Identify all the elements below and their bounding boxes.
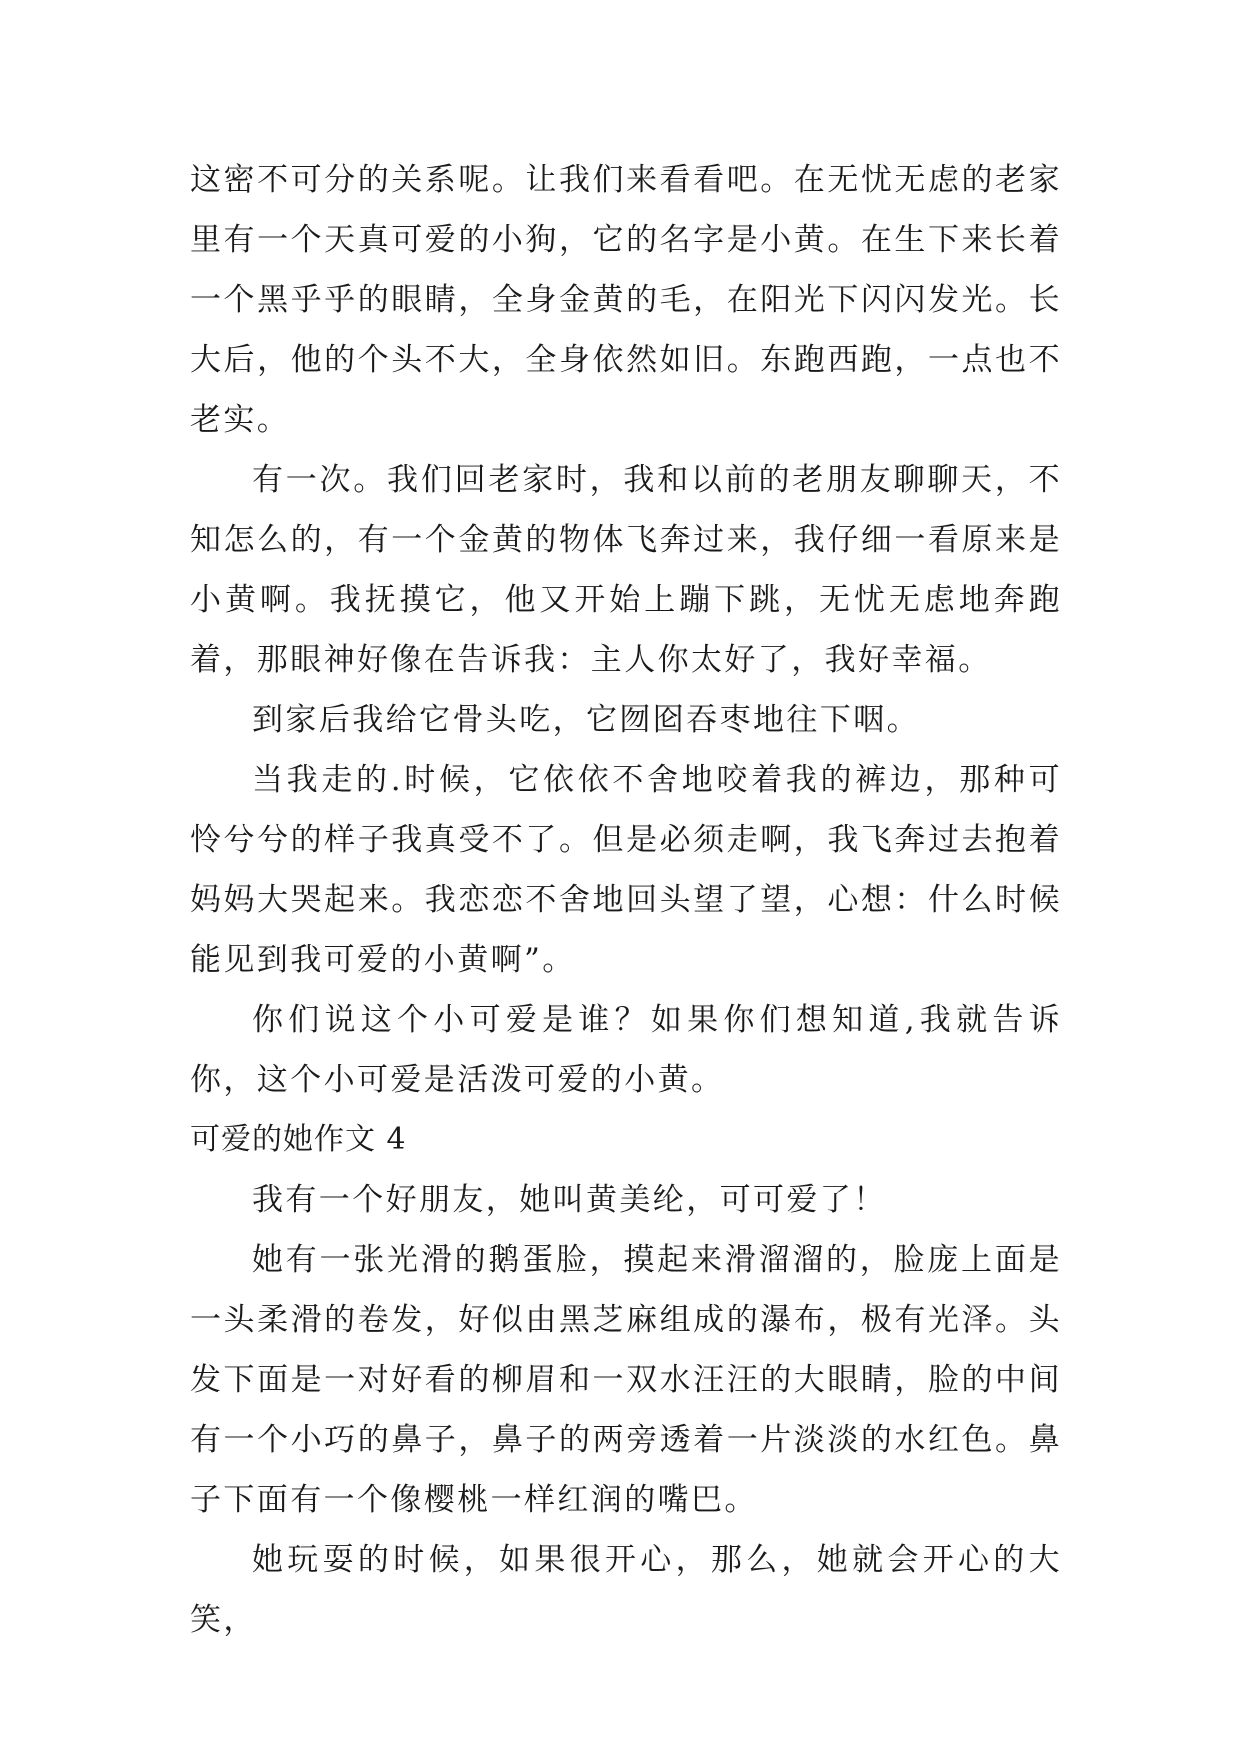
- paragraph: 你们说这个小可爱是谁？如果你们想知道,我就告诉你，这个小可爱是活泼可爱的小黄。: [190, 1002, 1062, 1098]
- section-heading: 可爱的她作文 4: [190, 1122, 407, 1157]
- paragraph: 当我走的.时候，它依依不舍地咬着我的裤边，那种可怜兮兮的样子我真受不了。但是必须走啊，我飞奔过去抱着妈妈大哭起来。我恋恋不舍地回头望了望，心想：什么时候能见到我可爱的小黄啊”。: [190, 762, 1062, 978]
- paragraph: 我有一个好朋友，她叫黄美纶，可可爱了！: [252, 1182, 887, 1218]
- paragraph: 有一次。我们回老家时，我和以前的老朋友聊聊天，不知怎么的，有一个金黄的物体飞奔过来，我仔细一看原来是小黄啊。我抚摸它，他又开始上蹦下跳，无忧无虑地奔跑着，那眼神好像在告诉我：主人你太好了，我好幸福。: [190, 462, 1062, 678]
- document-body: [190, 150, 1062, 1650]
- paragraph: 她玩耍的时候，如果很开心，那么，她就会开心的大笑，: [190, 1542, 1062, 1638]
- paragraph-continued: 这密不可分的关系呢。让我们来看看吧。在无忧无虑的老家里有一个天真可爱的小狗，它的名字是小黄。在生下来长着一个黑乎乎的眼睛，全身金黄的毛，在阳光下闪闪发光。长大后，他的个头不大，全身依然如旧。东跑西跑，一点也不老实。: [190, 162, 1062, 438]
- paragraph: 她有一张光滑的鹅蛋脸，摸起来滑溜溜的，脸庞上面是一头柔滑的卷发，好似由黑芝麻组成的瀑布，极有光泽。头发下面是一对好看的柳眉和一双水汪汪的大眼睛，脸的中间有一个小巧的鼻子，鼻子的两旁透着一片淡淡的水红色。鼻子下面有一个像樱桃一样红润的嘴巴。: [190, 1242, 1062, 1518]
- paragraph: 到家后我给它骨头吃，它囫囵吞枣地往下咽。: [252, 702, 920, 738]
